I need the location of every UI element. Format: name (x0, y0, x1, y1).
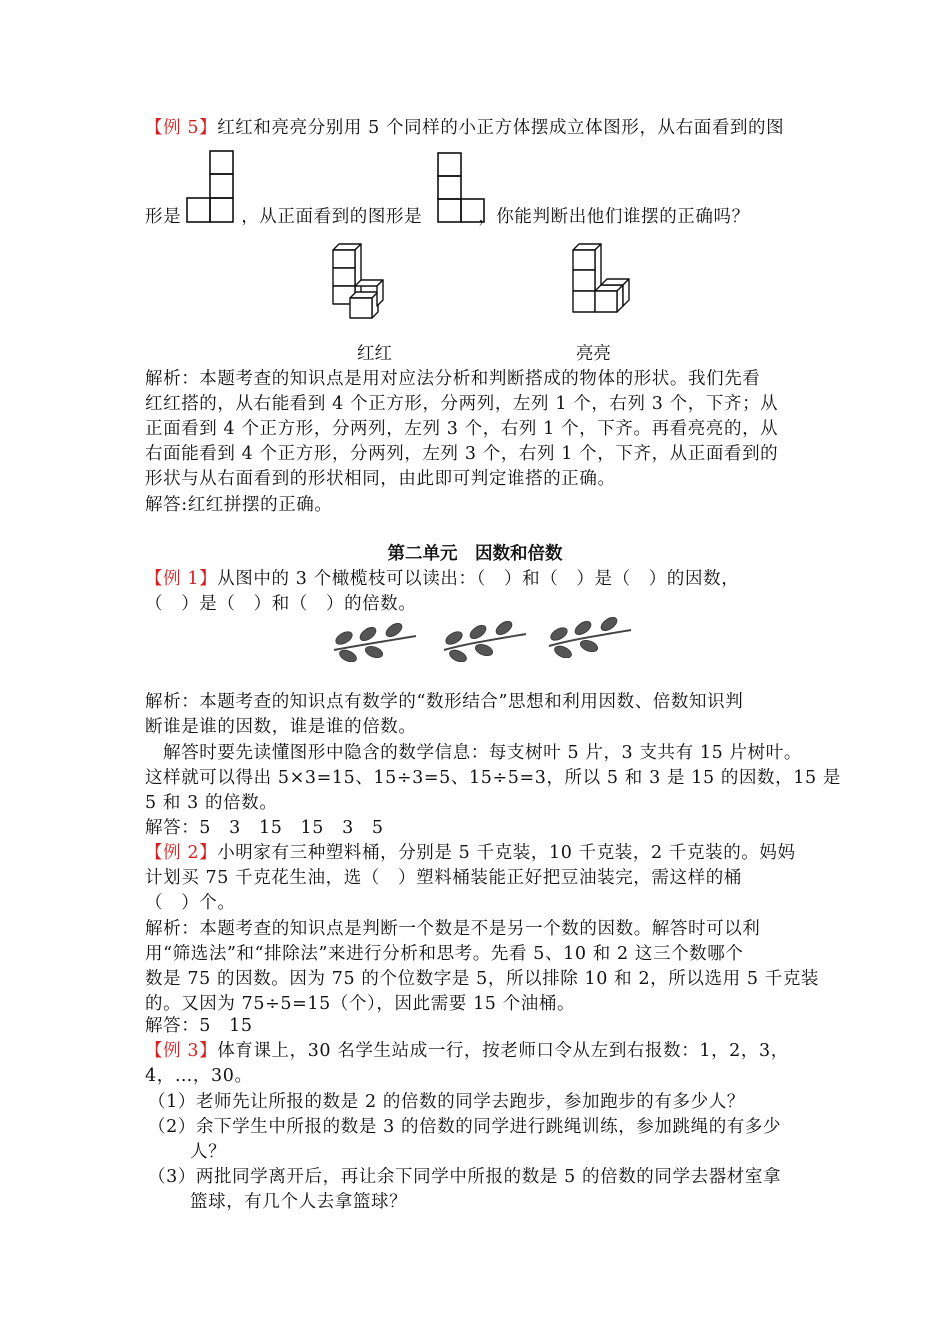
ex2-line3: （ ）个。 (145, 893, 236, 913)
ex2-analysis-3: 数是 75 的因数。因为 75 的个位数字是 5，所以排除 10 和 2，所以选用 5 千克装 (145, 969, 820, 989)
ex3-q2a: （2）余下学生中所报的数是 3 的倍数的同学进行跳绳训练，参加跳绳的有多少 (148, 1117, 782, 1137)
ex5-line2-a: 形是 (145, 207, 182, 227)
ex1-line1-text: 从图中的 3 个橄榄枝可以读出：（ ）和（ ）是（ ）的因数， (217, 569, 740, 589)
ex5-answer: 解答:红红拼摆的正确。 (145, 495, 333, 515)
ex5-tag: 【例 5】 (145, 118, 218, 138)
ex5-analysis-5: 形状与从右面看到的形状相同，由此即可判定谁搭的正确。 (145, 469, 616, 489)
ex2-line2: 计划买 75 千克花生油，选（ ）塑料桶装能正好把豆油装完，需这样的桶 (145, 868, 742, 888)
ex1-line2: （ ）是（ ）和（ ）的倍数。 (145, 594, 417, 614)
ex2-line1-text: 小明家有三种塑料桶，分别是 5 千克装，10 千克装，2 千克装的。妈妈 (217, 843, 796, 863)
ex3-tag: 【例 3】 (145, 1041, 218, 1061)
ex3-q2b: 人？ (190, 1142, 227, 1162)
ex3-line1-text: 体育课上，30 名学生站成一行，按老师口令从左到右报数：1，2，3， (217, 1041, 789, 1061)
ex1-answer: 解答：5 3 15 15 3 5 (145, 818, 384, 838)
ex5-analysis-3: 正面看到 4 个正方形，分两列，左列 3 个，右列 1 个，下齐。再看亮亮的，从 (145, 419, 779, 439)
caption-honghong: 红红 (357, 344, 392, 364)
ex5-line1 (145, 116, 784, 141)
ex5-analysis-2: 红红搭的，从右能看到 4 个正方形，分两列，左列 1 个，右列 3 个，下齐；从 (145, 394, 779, 414)
ex3-line2: 4，…，30。 (145, 1066, 253, 1086)
ex3-q3a: （3）两批同学离开后，再让余下同学中所报的数是 5 的倍数的同学去器材室拿 (148, 1167, 782, 1187)
ex1-analysis-3: 解答时要先读懂图形中隐含的数学信息：每支树叶 5 片，3 支共有 15 片树叶。 (145, 743, 802, 763)
olive-branch-icon (330, 620, 420, 662)
ex5-line2 (145, 205, 750, 230)
ex1-tag: 【例 1】 (145, 569, 218, 589)
ex2-line1 (145, 841, 796, 866)
unit-title: 第二单元 因数和倍数 (387, 544, 563, 564)
ex2-analysis-1: 解析：本题考查的知识点是判断一个数是不是另一个数的因数。解答时可以利 (145, 919, 761, 939)
cube-stack-honghong (330, 240, 390, 322)
olive-branch-icon (440, 616, 530, 662)
ex5-analysis-1: 解析：本题考查的知识点是用对应法分析和判断搭成的物体的形状。我们先看 (145, 369, 761, 389)
ex3-line1 (145, 1039, 789, 1064)
ex3-q1: （1）老师先让所报的数是 2 的倍数的同学去跑步，参加跑步的有多少人？ (148, 1092, 745, 1112)
ex2-answer: 解答：5 15 (145, 1016, 253, 1036)
ex1-analysis-4: 这样就可以得出 5×3=15、15÷3=5、15÷5=3，所以 5 和 3 是 15 的因数，15 是 (145, 768, 841, 788)
ex1-analysis-1: 解析：本题考查的知识点有数学的“数形结合”思想和利用因数、倍数知识判 (145, 692, 744, 712)
ex3-q3b: 篮球，有几个人去拿篮球？ (190, 1192, 408, 1212)
ex5-line2-c: ，你能判断出他们谁摆的正确吗？ (478, 207, 750, 227)
ex2-analysis-4: 的。又因为 75÷5=15（个），因此需要 15 个油桶。 (145, 994, 576, 1014)
ex1-line1 (145, 567, 739, 592)
ex5-analysis-4: 右面能看到 4 个正方形，分两列，左列 3 个，右列 1 个，下齐，从正面看到的 (145, 444, 779, 464)
ex2-tag: 【例 2】 (145, 843, 218, 863)
ex1-analysis-2: 断谁是谁的因数，谁是谁的倍数。 (145, 717, 417, 737)
cube-stack-liangliang (570, 240, 636, 316)
olive-branch-icon (545, 612, 635, 658)
ex2-analysis-2: 用“筛选法”和“排除法”来进行分析和思考。先看 5、10 和 2 这三个数哪个 (145, 944, 744, 964)
ex1-analysis-5: 5 和 3 的倍数。 (145, 793, 278, 813)
caption-liangliang: 亮亮 (576, 344, 611, 364)
ex5-line1-text: 红红和亮亮分别用 5 个同样的小正方体摆成立体图形，从右面看到的图 (217, 118, 785, 138)
ex5-line2-b: ，从正面看到的图形是 (241, 207, 423, 227)
